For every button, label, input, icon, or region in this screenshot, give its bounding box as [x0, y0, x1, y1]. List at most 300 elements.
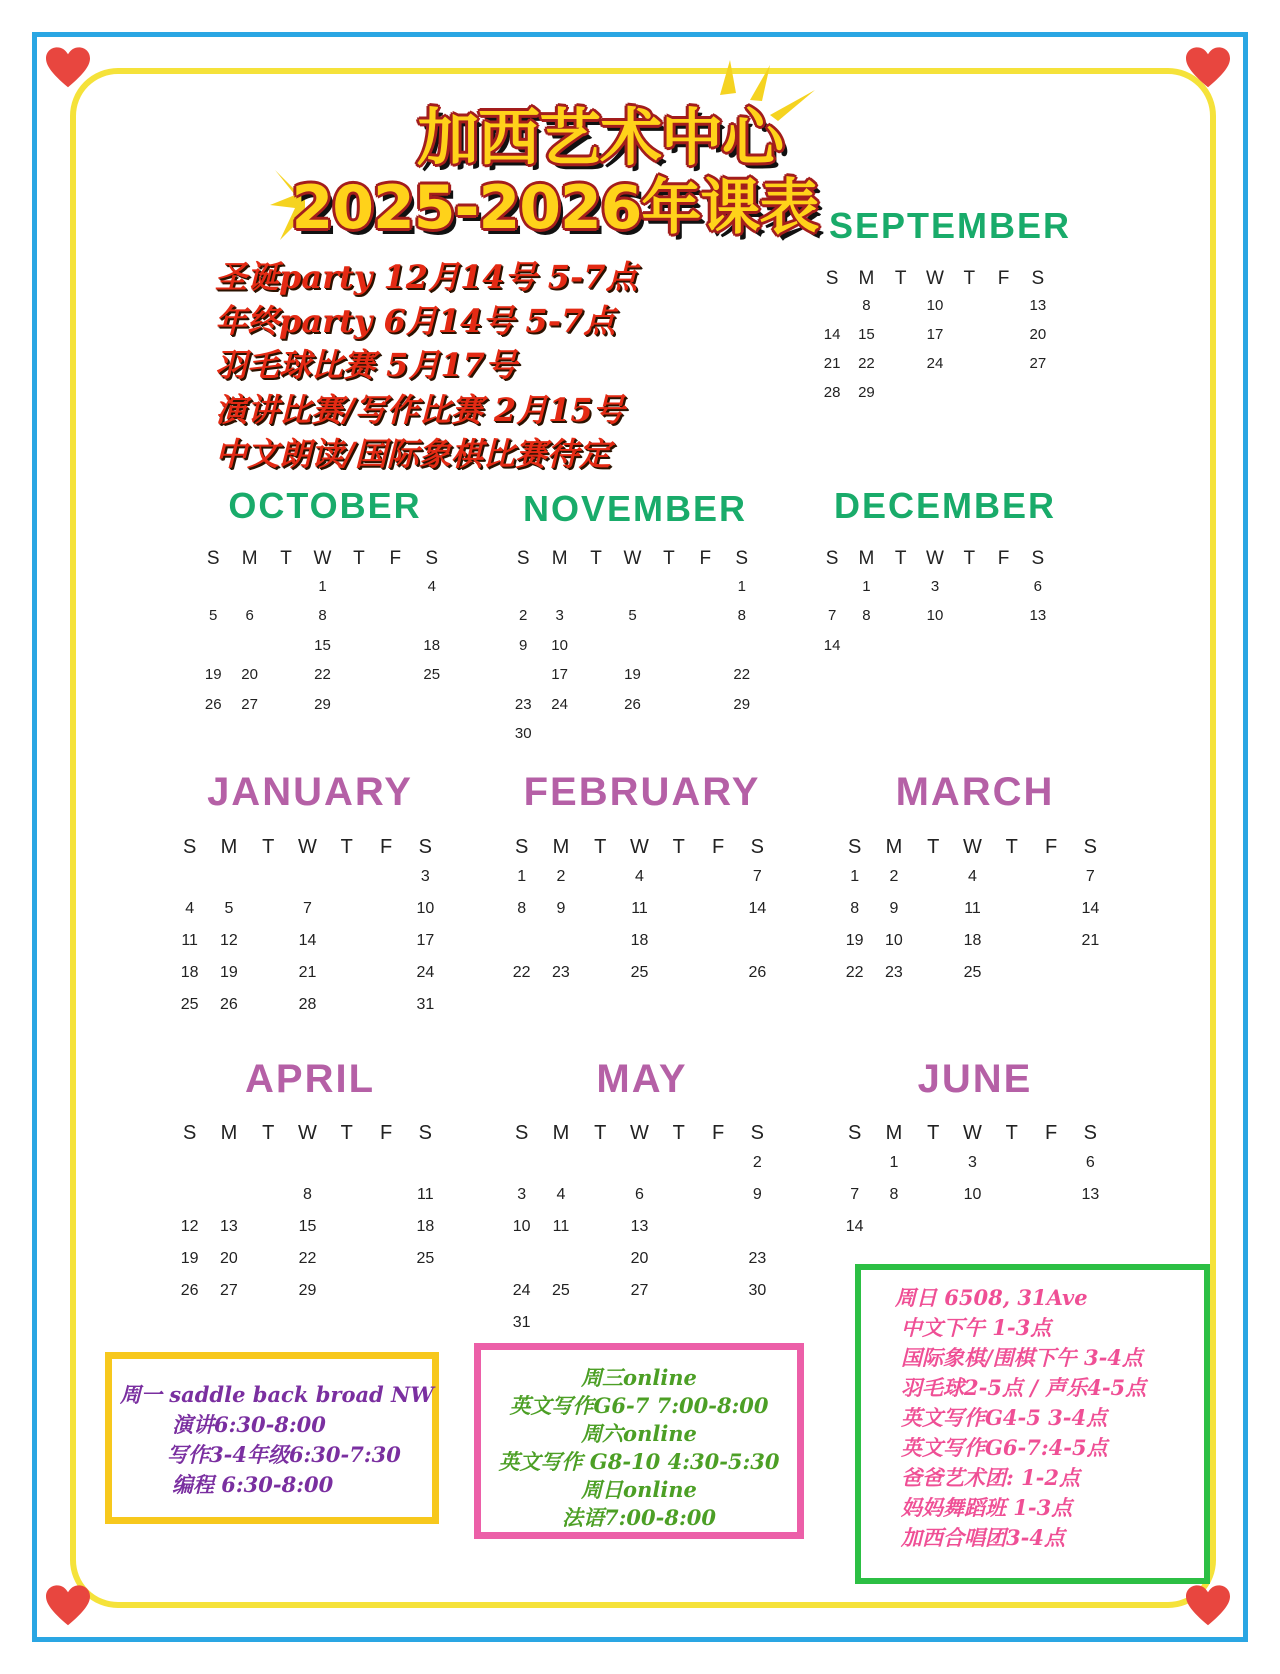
calendar-day: 15 — [858, 326, 875, 343]
calendar-day: 10 — [885, 932, 903, 949]
calendar-day — [698, 868, 737, 900]
calendar-day — [659, 964, 698, 996]
calendar-day: 9 — [519, 636, 528, 654]
weekday-label: W — [623, 548, 642, 569]
calendar-day — [614, 725, 650, 755]
weekday-label: M — [885, 1122, 903, 1144]
calendar-day — [659, 1314, 698, 1346]
calendar-day — [884, 578, 918, 608]
calendar-day: 9 — [556, 900, 566, 917]
calendar-day: 10 — [963, 1186, 982, 1203]
weekday-label: M — [551, 548, 568, 569]
calendar-day — [505, 578, 541, 608]
calendar-day: 11 — [417, 1186, 434, 1203]
calendar-day: 20 — [220, 1250, 238, 1267]
weekday-label: S — [735, 548, 749, 569]
calendar-day — [1071, 964, 1110, 996]
month-name: SEPTEMBER — [828, 205, 1072, 246]
calendar-day — [327, 900, 366, 932]
calendar-day — [249, 1154, 288, 1186]
month-grid — [835, 1122, 1110, 1250]
calendar-day — [918, 384, 952, 413]
calendar-day: 4 — [968, 868, 977, 885]
month-grid — [502, 1122, 777, 1346]
calendar-day: 14 — [298, 932, 317, 949]
heart-icon — [46, 46, 90, 90]
calendar-day: 3 — [555, 607, 564, 624]
calendar-day — [986, 578, 1020, 608]
calendar-day: 22 — [512, 964, 531, 981]
calendar-day — [724, 725, 760, 755]
calendar-day — [651, 725, 687, 755]
calendar-day: 13 — [1029, 297, 1047, 314]
calendar-day — [992, 932, 1031, 964]
event-line: 羽毛球比赛 5月17号 — [215, 346, 517, 384]
calendar-day — [992, 1186, 1031, 1218]
calendar-day: 14 — [823, 326, 841, 343]
calendar-day: 21 — [1081, 932, 1100, 949]
box-line: 英文写作G4-5 3-4点 — [901, 1405, 1108, 1430]
calendar-day: 31 — [416, 996, 435, 1013]
calendar-day: 15 — [298, 1218, 317, 1235]
weekday-label: F — [379, 836, 393, 858]
calendar-day: 1 — [318, 577, 327, 595]
weekday-label: T — [594, 1122, 607, 1144]
calendar-day — [170, 868, 209, 900]
calendar-day — [541, 578, 577, 608]
weekday-label: F — [997, 268, 1010, 289]
calendar-day — [884, 607, 918, 637]
weekday-label: S — [750, 1122, 765, 1144]
heart-icon — [1186, 46, 1230, 90]
calendar-day — [406, 1282, 445, 1314]
calendar-day — [578, 666, 614, 696]
box-line: 英文写作 G8-10 4:30-5:30 — [498, 1449, 780, 1474]
calendar-day: 29 — [314, 695, 331, 713]
calendar-day: 14 — [1081, 900, 1100, 917]
weekday-label: T — [1005, 1122, 1018, 1144]
calendar-day — [651, 666, 687, 696]
calendar-day — [541, 1154, 580, 1186]
heart-icon — [46, 1584, 90, 1628]
calendar-day: 6 — [245, 607, 254, 624]
calendar-day — [406, 1154, 445, 1186]
box-line: 国际象棋/围棋下午 3-4点 — [901, 1345, 1143, 1370]
event-line: 中文朗读/国际象棋比赛待定 — [215, 435, 611, 473]
calendar-day — [366, 868, 405, 900]
calendar-day: 19 — [624, 666, 641, 683]
calendar-day — [581, 868, 620, 900]
weekday-label: M — [552, 1122, 570, 1144]
calendar-day — [209, 1154, 248, 1186]
calendar-day — [366, 1154, 405, 1186]
weekday-label: T — [262, 1122, 275, 1144]
calendar-day — [249, 932, 288, 964]
calendar-day — [327, 1218, 366, 1250]
calendar-day — [170, 1186, 209, 1218]
calendar-day — [327, 996, 366, 1028]
calendar-day — [614, 578, 650, 608]
weekday-label: S — [825, 268, 839, 289]
calendar-day: 4 — [185, 900, 195, 917]
calendar-day: 8 — [303, 1186, 312, 1203]
calendar-day — [502, 1250, 541, 1282]
weekday-label: M — [241, 548, 258, 569]
calendar-day — [815, 578, 849, 608]
weekday-label: T — [963, 548, 976, 569]
calendar-day — [659, 1250, 698, 1282]
calendar-day — [327, 868, 366, 900]
calendar-day — [884, 637, 918, 667]
calendar-day: 18 — [416, 1218, 435, 1235]
weekday-label: M — [885, 836, 903, 858]
calendar-day: 14 — [845, 1218, 864, 1235]
calendar-day — [1031, 1218, 1070, 1250]
calendar-day — [1021, 384, 1055, 413]
calendar-day: 25 — [630, 964, 649, 981]
calendar-day: 11 — [631, 900, 648, 917]
calendar-day: 22 — [298, 1250, 317, 1267]
calendar-day: 13 — [1081, 1186, 1100, 1203]
calendar-day — [687, 578, 723, 608]
weekday-label: W — [298, 836, 317, 858]
calendar-day — [986, 637, 1020, 667]
weekday-label: S — [514, 1122, 529, 1144]
calendar-day — [698, 1314, 737, 1346]
calendar-day — [581, 1250, 620, 1282]
calendar-day — [952, 355, 986, 384]
calendar-day: 24 — [512, 1282, 531, 1299]
calendar-day: 24 — [926, 355, 944, 372]
weekday-label: S — [418, 1122, 433, 1144]
calendar-day — [377, 578, 413, 608]
weekday-label: S — [206, 548, 220, 569]
calendar-day — [651, 607, 687, 637]
weekday-label: W — [963, 836, 982, 858]
weekday-label: T — [353, 548, 365, 569]
calendar-day — [986, 326, 1020, 355]
calendar-day: 10 — [551, 636, 568, 654]
calendar-day: 21 — [298, 964, 317, 981]
weekday-label: T — [927, 836, 940, 858]
calendar-day: 5 — [628, 607, 637, 624]
calendar-day — [327, 1250, 366, 1282]
weekday-label: S — [1083, 836, 1098, 858]
calendar-day: 7 — [303, 900, 312, 917]
calendar-day: 19 — [180, 1250, 199, 1267]
calendar-day — [884, 297, 918, 326]
calendar-day: 26 — [180, 1282, 199, 1299]
calendar-day: 1 — [862, 577, 871, 595]
calendar-day — [366, 964, 405, 996]
calendar-day — [659, 932, 698, 964]
calendar-day: 25 — [423, 666, 441, 683]
calendar-day — [698, 1154, 737, 1186]
weekday-label: T — [672, 1122, 685, 1144]
weekday-label: F — [997, 548, 1010, 569]
month-grid — [815, 268, 1055, 413]
calendar-day — [835, 1154, 874, 1186]
calendar-day: 13 — [1029, 607, 1047, 624]
calendar-day — [377, 607, 413, 637]
weekday-label: F — [389, 548, 402, 569]
calendar-day — [849, 637, 883, 667]
weekday-label: M — [220, 1122, 238, 1144]
weekday-label: S — [516, 548, 530, 569]
calendar-day: 26 — [220, 996, 238, 1013]
calendar-day: 23 — [885, 964, 903, 981]
calendar-day — [341, 666, 377, 696]
calendar-day: 24 — [551, 695, 568, 713]
weekday-label: F — [711, 836, 725, 858]
calendar-day: 22 — [733, 666, 751, 683]
weekday-label: M — [552, 836, 570, 858]
box-line: 英文写作G6-7:4-5点 — [901, 1435, 1108, 1460]
calendar-day — [581, 900, 620, 932]
calendar-day: 17 — [416, 932, 435, 949]
calendar-day — [327, 1154, 366, 1186]
calendar-day: 11 — [181, 932, 198, 949]
month-grid — [195, 548, 450, 725]
month-name: JANUARY — [207, 770, 413, 814]
calendar-day — [884, 326, 918, 355]
box-line: 英文写作G6-7 7:00-8:00 — [509, 1393, 769, 1418]
calendar-day — [687, 637, 723, 667]
calendar-day: 23 — [514, 695, 532, 713]
weekday-label: S — [514, 836, 529, 858]
calendar-day — [366, 1250, 405, 1282]
calendar-day: 7 — [1085, 868, 1095, 885]
box-line: 周三online — [581, 1365, 697, 1390]
calendar-day — [698, 932, 737, 964]
calendar-day: 2 — [519, 607, 528, 624]
weekday-label: T — [280, 548, 292, 569]
calendar-day — [687, 725, 723, 755]
calendar-day: 23 — [552, 964, 570, 981]
calendar-day — [1031, 900, 1070, 932]
calendar-day — [377, 666, 413, 696]
box-line: 中文下午 1-3点 — [901, 1315, 1052, 1340]
calendar-day: 22 — [845, 964, 864, 981]
event-line: 年终party 6月14号 5-7点 — [215, 302, 616, 340]
weekday-label: S — [1031, 548, 1045, 569]
calendar-day — [698, 1218, 737, 1250]
weekday-label: W — [926, 548, 944, 569]
box-line: 妈妈舞蹈班 1-3点 — [901, 1495, 1073, 1520]
calendar-day — [581, 1282, 620, 1314]
calendar-day — [952, 384, 986, 413]
calendar-day: 8 — [737, 607, 746, 624]
calendar-day — [195, 637, 231, 667]
calendar-day — [1031, 964, 1070, 996]
weekday-label: S — [847, 836, 862, 858]
month-name: OCTOBER — [228, 485, 422, 526]
sunday-class-box — [855, 1264, 1210, 1584]
calendar-day: 19 — [220, 964, 238, 981]
calendar-day — [884, 384, 918, 413]
weekday-label: T — [590, 548, 602, 569]
calendar-day — [249, 1186, 288, 1218]
weekday-label: T — [1005, 836, 1018, 858]
calendar-day: 30 — [514, 725, 532, 742]
weekday-label: T — [894, 268, 907, 289]
weekday-label: W — [630, 836, 649, 858]
calendar-day: 23 — [748, 1250, 767, 1267]
calendar-day — [914, 900, 953, 932]
month-grid — [170, 1122, 445, 1314]
calendar-day: 29 — [733, 695, 751, 713]
calendar-day: 5 — [224, 900, 234, 917]
calendar-day: 1 — [889, 1154, 899, 1171]
calendar-day: 4 — [556, 1186, 566, 1203]
calendar-day: 8 — [517, 900, 527, 917]
calendar-day: 27 — [220, 1282, 238, 1299]
calendar-day — [581, 964, 620, 996]
weekday-label: S — [182, 1122, 197, 1144]
weekday-label: M — [220, 836, 238, 858]
calendar-day — [249, 1282, 288, 1314]
calendar-day — [249, 1218, 288, 1250]
calendar-day: 10 — [416, 900, 435, 917]
calendar-day — [341, 696, 377, 726]
weekday-label: T — [894, 548, 907, 569]
calendar-day: 14 — [823, 636, 841, 654]
weekday-label: S — [750, 836, 765, 858]
calendar-day — [986, 297, 1020, 326]
calendar-day — [366, 1218, 405, 1250]
weekday-label: S — [847, 1122, 862, 1144]
calendar-day — [698, 964, 737, 996]
calendar-day: 12 — [180, 1218, 199, 1235]
calendar-day — [918, 637, 952, 667]
event-line: 圣诞party 12月14号 5-7点 — [215, 258, 638, 296]
calendar-day — [1071, 1218, 1110, 1250]
calendar-day — [687, 666, 723, 696]
calendar-day — [249, 868, 288, 900]
calendar-day — [327, 964, 366, 996]
weekday-label: F — [1044, 1122, 1058, 1144]
calendar-day — [414, 607, 450, 637]
calendar-day: 28 — [298, 996, 317, 1013]
calendar-day — [914, 1186, 953, 1218]
calendar-day: 25 — [416, 1250, 435, 1267]
calendar-day: 20 — [241, 666, 258, 683]
calendar-day: 2 — [889, 868, 899, 885]
month-name: MAY — [596, 1057, 688, 1101]
calendar-day — [724, 637, 760, 667]
calendar-day — [738, 1218, 777, 1250]
heart-icon — [1186, 1584, 1230, 1628]
calendar-day — [288, 1154, 327, 1186]
calendar-day — [992, 1218, 1031, 1250]
calendar-day: 3 — [968, 1154, 977, 1171]
box-line: 周日 6508, 31Ave — [895, 1285, 1088, 1310]
calendar-day — [659, 868, 698, 900]
calendar-day — [952, 607, 986, 637]
month-grid — [502, 836, 777, 996]
month-grid — [835, 836, 1110, 996]
calendar-day: 2 — [556, 868, 566, 885]
month-name: FEBRUARY — [523, 770, 761, 814]
calendar-day — [581, 1218, 620, 1250]
calendar-day — [578, 725, 614, 755]
calendar-day — [578, 696, 614, 726]
calendar-day: 7 — [752, 868, 762, 885]
calendar-day: 25 — [963, 964, 982, 981]
calendar-day — [738, 932, 777, 964]
calendar-day — [366, 900, 405, 932]
calendar-day — [953, 1218, 992, 1250]
box-line: 周六online — [581, 1421, 697, 1446]
calendar-day: 8 — [862, 607, 871, 624]
calendar-day: 1 — [517, 868, 527, 885]
calendar-day — [1031, 1154, 1070, 1186]
calendar-day — [249, 900, 288, 932]
calendar-day — [914, 964, 953, 996]
calendar-day: 8 — [862, 297, 871, 314]
calendar-day: 17 — [551, 666, 568, 683]
calendar-day — [992, 868, 1031, 900]
calendar-day — [952, 297, 986, 326]
calendar-day — [614, 637, 650, 667]
calendar-day — [651, 637, 687, 667]
calendar-day: 27 — [630, 1282, 649, 1299]
calendar-day: 11 — [964, 900, 981, 917]
monday-class-box — [105, 1352, 439, 1524]
calendar-day: 25 — [552, 1282, 570, 1299]
calendar-day — [231, 578, 267, 608]
weekday-label: F — [699, 548, 712, 569]
calendar-day — [366, 1186, 405, 1218]
box-line: 爸爸艺术团: 1-2点 — [901, 1465, 1081, 1490]
calendar-day: 3 — [517, 1186, 527, 1203]
weekday-label: T — [963, 268, 976, 289]
calendar-day: 26 — [624, 695, 641, 713]
box-line: 法语7:00-8:00 — [562, 1505, 716, 1530]
calendar-day — [651, 578, 687, 608]
month-name: NOVEMBER — [522, 488, 748, 529]
calendar-day — [986, 355, 1020, 384]
month-name: MARCH — [895, 770, 1055, 814]
calendar-day — [541, 932, 580, 964]
calendar-day — [992, 1154, 1031, 1186]
calendar-day — [195, 578, 231, 608]
calendar-day — [578, 637, 614, 667]
calendar-day: 6 — [1033, 577, 1043, 595]
calendar-day — [341, 637, 377, 667]
calendar-day — [327, 1186, 366, 1218]
calendar-day: 29 — [298, 1282, 317, 1299]
calendar-day: 19 — [204, 666, 222, 683]
calendar-day — [651, 696, 687, 726]
calendar-day — [884, 355, 918, 384]
calendar-day: 22 — [314, 666, 331, 683]
calendar-day: 1 — [737, 577, 746, 595]
calendar-day — [502, 932, 541, 964]
calendar-day: 7 — [827, 607, 837, 624]
calendar-day — [377, 696, 413, 726]
calendar-day — [1031, 868, 1070, 900]
calendar-day: 13 — [220, 1218, 238, 1235]
calendar-day — [687, 607, 723, 637]
calendar-day: 31 — [512, 1314, 531, 1331]
calendar-day — [268, 696, 304, 726]
calendar-day: 27 — [1029, 355, 1047, 372]
calendar-day — [1031, 1186, 1070, 1218]
calendar-day — [209, 1186, 248, 1218]
calendar-day — [992, 900, 1031, 932]
calendar-day — [581, 932, 620, 964]
